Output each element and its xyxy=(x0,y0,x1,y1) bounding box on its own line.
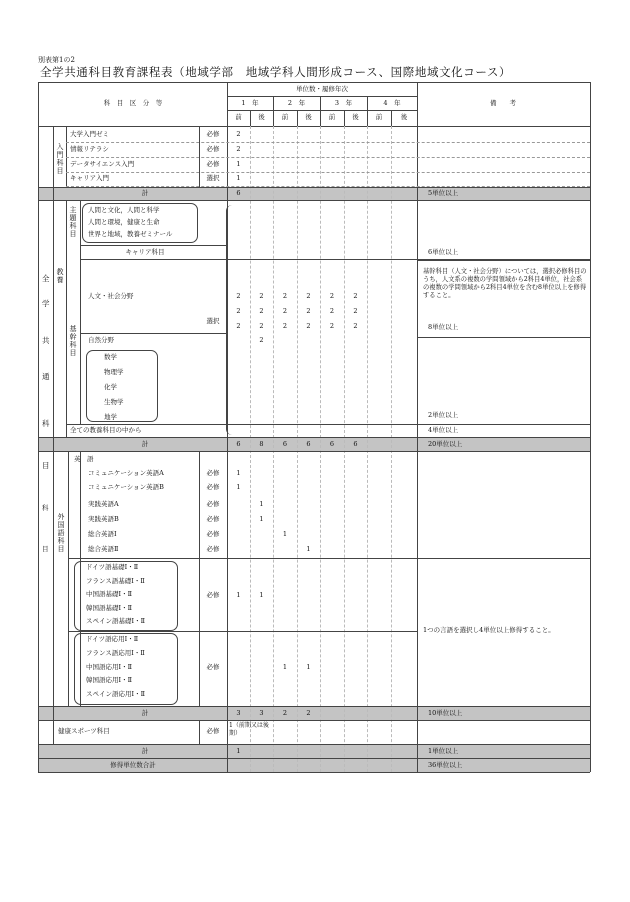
liberal-total: 6 xyxy=(236,440,241,448)
unit-value: 2 xyxy=(259,336,264,344)
year-header: 2 年 xyxy=(287,99,306,107)
requirement: 必修 xyxy=(206,545,220,553)
grid-line xyxy=(53,126,54,744)
unit-value: 2 xyxy=(259,322,264,330)
term-header: 前 xyxy=(235,113,242,121)
unit-value: 1 xyxy=(236,160,241,168)
foreign-label: 外国語科目 xyxy=(57,513,65,554)
applied-course: ドイツ語応用Ⅰ・Ⅱ xyxy=(86,635,139,643)
term-header: 前 xyxy=(375,113,383,121)
foreign-total: 2 xyxy=(306,709,311,717)
liberal-total: 6 xyxy=(306,440,311,448)
grid-line xyxy=(320,96,321,110)
remarks-header: 備 考 xyxy=(490,99,516,107)
unit-value: 2 xyxy=(329,292,335,300)
unit-value: 2 xyxy=(259,307,264,315)
all-subjects-label: 目 xyxy=(42,545,49,553)
intro-course-name: キャリア入門 xyxy=(70,174,109,182)
annex-label: 別表第1の2 xyxy=(38,56,75,64)
grid-line xyxy=(367,126,368,772)
requirement: 必修 xyxy=(206,591,220,599)
grid-line xyxy=(38,437,590,438)
basic-course: 韓国語基礎Ⅰ・Ⅱ xyxy=(86,603,132,612)
unit-value: 1 xyxy=(259,515,264,523)
applied-course: 韓国語応用Ⅰ・Ⅱ xyxy=(86,676,132,685)
unit-value: 2 xyxy=(236,292,241,300)
humanities-remark: 基幹科目（人文・社会分野）については，選択必修科目のうち，人文系の複数の学問領域から2科目4単位，社会系の複数の学問領域から2科目4単位を含む8単位以上を修得すること。 xyxy=(423,268,587,299)
unit-value: 1 xyxy=(306,545,311,553)
category-header: 科 目 区 分 等 xyxy=(103,99,163,107)
total-row-shade xyxy=(38,437,590,451)
grid-line xyxy=(38,744,590,745)
unit-value: 2 xyxy=(329,307,335,315)
grid-line xyxy=(199,126,200,187)
unit-value: 2 xyxy=(306,307,311,315)
requirement: 必修 xyxy=(206,483,220,491)
unit-value: 1 xyxy=(282,530,288,538)
grid-line xyxy=(227,96,417,97)
unit-value: 2 xyxy=(306,322,311,330)
grid-line xyxy=(68,558,590,559)
grand-total-label: 修得単位数合計 xyxy=(110,761,156,769)
total-row-shade xyxy=(38,187,590,200)
grid-line xyxy=(66,200,67,437)
all-liberal-label: 全ての教養科目の中から xyxy=(70,426,142,434)
humanities-label: 人文・社会分野 xyxy=(88,292,134,300)
grid-line xyxy=(297,126,298,772)
units-header: 単位数・履修年次 xyxy=(296,85,348,93)
year-header: 4 年 xyxy=(383,99,401,107)
grid-line xyxy=(38,187,590,188)
all-subjects-label: 全 xyxy=(42,274,50,283)
grid-line xyxy=(38,451,590,452)
all-subjects-label: 共 xyxy=(42,336,50,345)
basic-course: スペイン語基礎Ⅰ・Ⅱ xyxy=(86,617,145,625)
intro-course-name: 大学入門ゼミ xyxy=(70,130,109,138)
theme-label: 主題科目 xyxy=(69,206,77,239)
requirement: 必修 xyxy=(206,500,220,508)
unit-value: 2 xyxy=(353,292,358,300)
term-header: 前 xyxy=(328,113,336,121)
unit-value: 2 xyxy=(306,292,311,300)
unit-value: 2 xyxy=(353,322,358,330)
foreign-remark: 10単位以上 xyxy=(428,709,463,717)
language-remark: 1つの言語を選択し4単位以上修得すること。 xyxy=(423,626,555,634)
english-course: コミュニケーション英語B xyxy=(88,483,164,491)
unit-value: 1 xyxy=(236,591,241,599)
humanities-remark2: 8単位以上 xyxy=(428,323,459,331)
english-course: コミュニケーション英語A xyxy=(88,469,164,477)
grid-line xyxy=(297,110,298,126)
grid-line xyxy=(391,110,392,126)
term-header: 前 xyxy=(281,113,289,121)
year-header: 3 年 xyxy=(334,99,353,107)
selection-brace xyxy=(226,205,235,435)
science-item: 化学 xyxy=(104,383,117,391)
requirement: 必修 xyxy=(206,515,220,523)
unit-value: 1 xyxy=(236,174,241,182)
liberal-total-label: 計 xyxy=(141,440,149,448)
unit-value: 2 xyxy=(236,322,241,330)
liberal-remark: 20単位以上 xyxy=(428,440,463,448)
requirement: 選択 xyxy=(206,174,220,182)
grid-line xyxy=(38,706,590,707)
grid-line xyxy=(38,82,39,772)
intro-remark: 5単位以上 xyxy=(428,189,459,197)
intro-course-name: 情報リテラシ xyxy=(70,145,109,153)
english-course: 総合英語Ⅰ xyxy=(88,530,117,538)
requirement: 必修 xyxy=(206,530,220,538)
grid-line xyxy=(80,333,227,334)
grid-line xyxy=(250,126,251,772)
grid-line xyxy=(590,82,591,772)
grid-line xyxy=(68,631,417,632)
science-bracket xyxy=(86,350,158,422)
unit-value: 2 xyxy=(353,307,358,315)
all-subjects-label: 学 xyxy=(42,299,50,308)
unit-value: 1 xyxy=(282,663,288,671)
applied-course: フランス語応用Ⅰ・Ⅱ xyxy=(86,648,145,657)
liberal-total: 6 xyxy=(282,440,288,448)
english-course: 実践英語A xyxy=(88,500,119,508)
liberal-label: 教養 xyxy=(56,268,64,285)
term-header: 後 xyxy=(352,113,359,121)
science-item: 物理学 xyxy=(104,368,124,376)
term-header: 後 xyxy=(400,113,408,121)
unit-value: 1 xyxy=(236,483,241,491)
term-header: 後 xyxy=(258,113,265,121)
liberal-total: 6 xyxy=(329,440,335,448)
applied-course: スペイン語応用Ⅰ・Ⅱ xyxy=(86,690,145,699)
intro-total: 6 xyxy=(236,189,241,197)
science-label: 自然分野 xyxy=(88,336,114,344)
unit-value: 2 xyxy=(236,130,241,138)
grid-line xyxy=(199,720,200,744)
science-item: 生物学 xyxy=(104,398,124,406)
grid-line xyxy=(66,172,590,173)
total-row-shade xyxy=(38,706,590,720)
requirement: 必修 xyxy=(206,469,220,477)
english-course: 総合英語Ⅱ xyxy=(88,545,119,553)
liberal-total: 8 xyxy=(259,440,264,448)
intro-label: 入門科目 xyxy=(56,143,64,176)
theme-item: 人間と環境，健康と生命 xyxy=(88,218,160,226)
all-subjects-label: 通 xyxy=(42,372,50,381)
basic-course: フランス語基礎Ⅰ・Ⅱ xyxy=(86,576,145,585)
term-header: 後 xyxy=(305,113,312,121)
unit-value: 1 xyxy=(236,469,241,477)
page-title: 全学共通科目教育課程表（地域学部 地域学科人間形成コース、国際地域文化コース） xyxy=(40,65,512,79)
career-remark: 6単位以上 xyxy=(428,248,459,256)
grid-line xyxy=(367,96,368,110)
grid-line xyxy=(66,424,590,425)
foreign-total-label: 計 xyxy=(141,709,149,717)
foreign-total: 2 xyxy=(282,709,288,717)
foreign-total: 3 xyxy=(259,709,264,717)
sports-remark: 1単位以上 xyxy=(428,747,459,755)
english-course: 実践英語B xyxy=(88,515,119,523)
sports-total: 1 xyxy=(236,747,241,755)
grid-line xyxy=(68,451,69,706)
total-row-shade xyxy=(38,744,590,758)
applied-course: 中国語応用Ⅰ・Ⅱ xyxy=(86,662,132,671)
unit-value: 1 xyxy=(306,663,311,671)
unit-value: 2 xyxy=(282,307,288,315)
grid-line xyxy=(38,126,590,127)
grid-line xyxy=(344,126,345,772)
grid-line xyxy=(38,720,590,721)
grid-line xyxy=(66,142,590,143)
all-subjects-label: 目 xyxy=(42,461,50,470)
liberal-total: 6 xyxy=(353,440,358,448)
unit-value: 1 xyxy=(259,591,264,599)
unit-value: 2 xyxy=(259,292,264,300)
year-header: 1 年 xyxy=(241,99,259,107)
unit-value: 1 xyxy=(259,500,264,508)
grid-line xyxy=(38,758,590,759)
grid-line xyxy=(38,82,590,83)
requirement: 必修 xyxy=(206,130,220,138)
grid-line xyxy=(38,772,590,773)
sports-label: 健康スポーツ科目 xyxy=(58,727,110,735)
all-subjects-label: 科 xyxy=(42,419,50,428)
unit-value: 2 xyxy=(329,322,335,330)
basic-course: ドイツ語基礎Ⅰ・Ⅱ xyxy=(86,563,139,571)
requirement: 必修 xyxy=(206,727,220,735)
select-label: 選択 xyxy=(206,317,220,325)
basic-course: 中国語基礎Ⅰ・Ⅱ xyxy=(86,590,132,598)
grid-line xyxy=(391,126,392,772)
core-label: 基幹科目 xyxy=(69,325,77,358)
science-item: 数学 xyxy=(104,353,117,361)
requirement: 必修 xyxy=(206,663,220,671)
all-liberal-remark: 4単位以上 xyxy=(428,426,459,434)
sports-total-label: 計 xyxy=(141,747,149,755)
intro-total-label: 計 xyxy=(141,189,149,197)
foreign-total: 3 xyxy=(236,709,241,717)
grid-line xyxy=(250,110,251,126)
intro-course-name: データサイエンス入門 xyxy=(70,160,135,168)
grid-line xyxy=(38,200,590,201)
grid-line xyxy=(80,245,227,246)
grid-line xyxy=(344,110,345,126)
grid-line xyxy=(417,337,590,338)
grid-line xyxy=(227,110,417,111)
grid-line xyxy=(273,96,274,110)
grid-line xyxy=(320,126,321,772)
theme-item: 世界と地域，教養ゼミナール xyxy=(88,230,173,238)
sports-value: 1（前期又は後期） xyxy=(229,722,269,737)
science-item: 地学 xyxy=(104,413,117,421)
requirement: 必修 xyxy=(206,145,220,153)
grid-line xyxy=(66,157,590,158)
requirement: 必修 xyxy=(206,160,220,168)
grid-line xyxy=(199,451,200,706)
grid-line xyxy=(417,260,590,261)
science-remark: 2単位以上 xyxy=(428,411,459,419)
career-label: キャリア科目 xyxy=(125,248,165,256)
grid-line xyxy=(80,200,81,424)
english-label: 英 語 xyxy=(74,455,94,463)
unit-value: 2 xyxy=(236,307,241,315)
theme-item: 人間と文化，人間と科学 xyxy=(88,206,160,214)
unit-value: 2 xyxy=(282,322,288,330)
unit-value: 2 xyxy=(236,145,241,153)
grand-total-remark: 36単位以上 xyxy=(428,761,463,769)
grid-line xyxy=(273,126,274,772)
unit-value: 2 xyxy=(282,292,288,300)
all-subjects-label: 科 xyxy=(42,504,49,512)
